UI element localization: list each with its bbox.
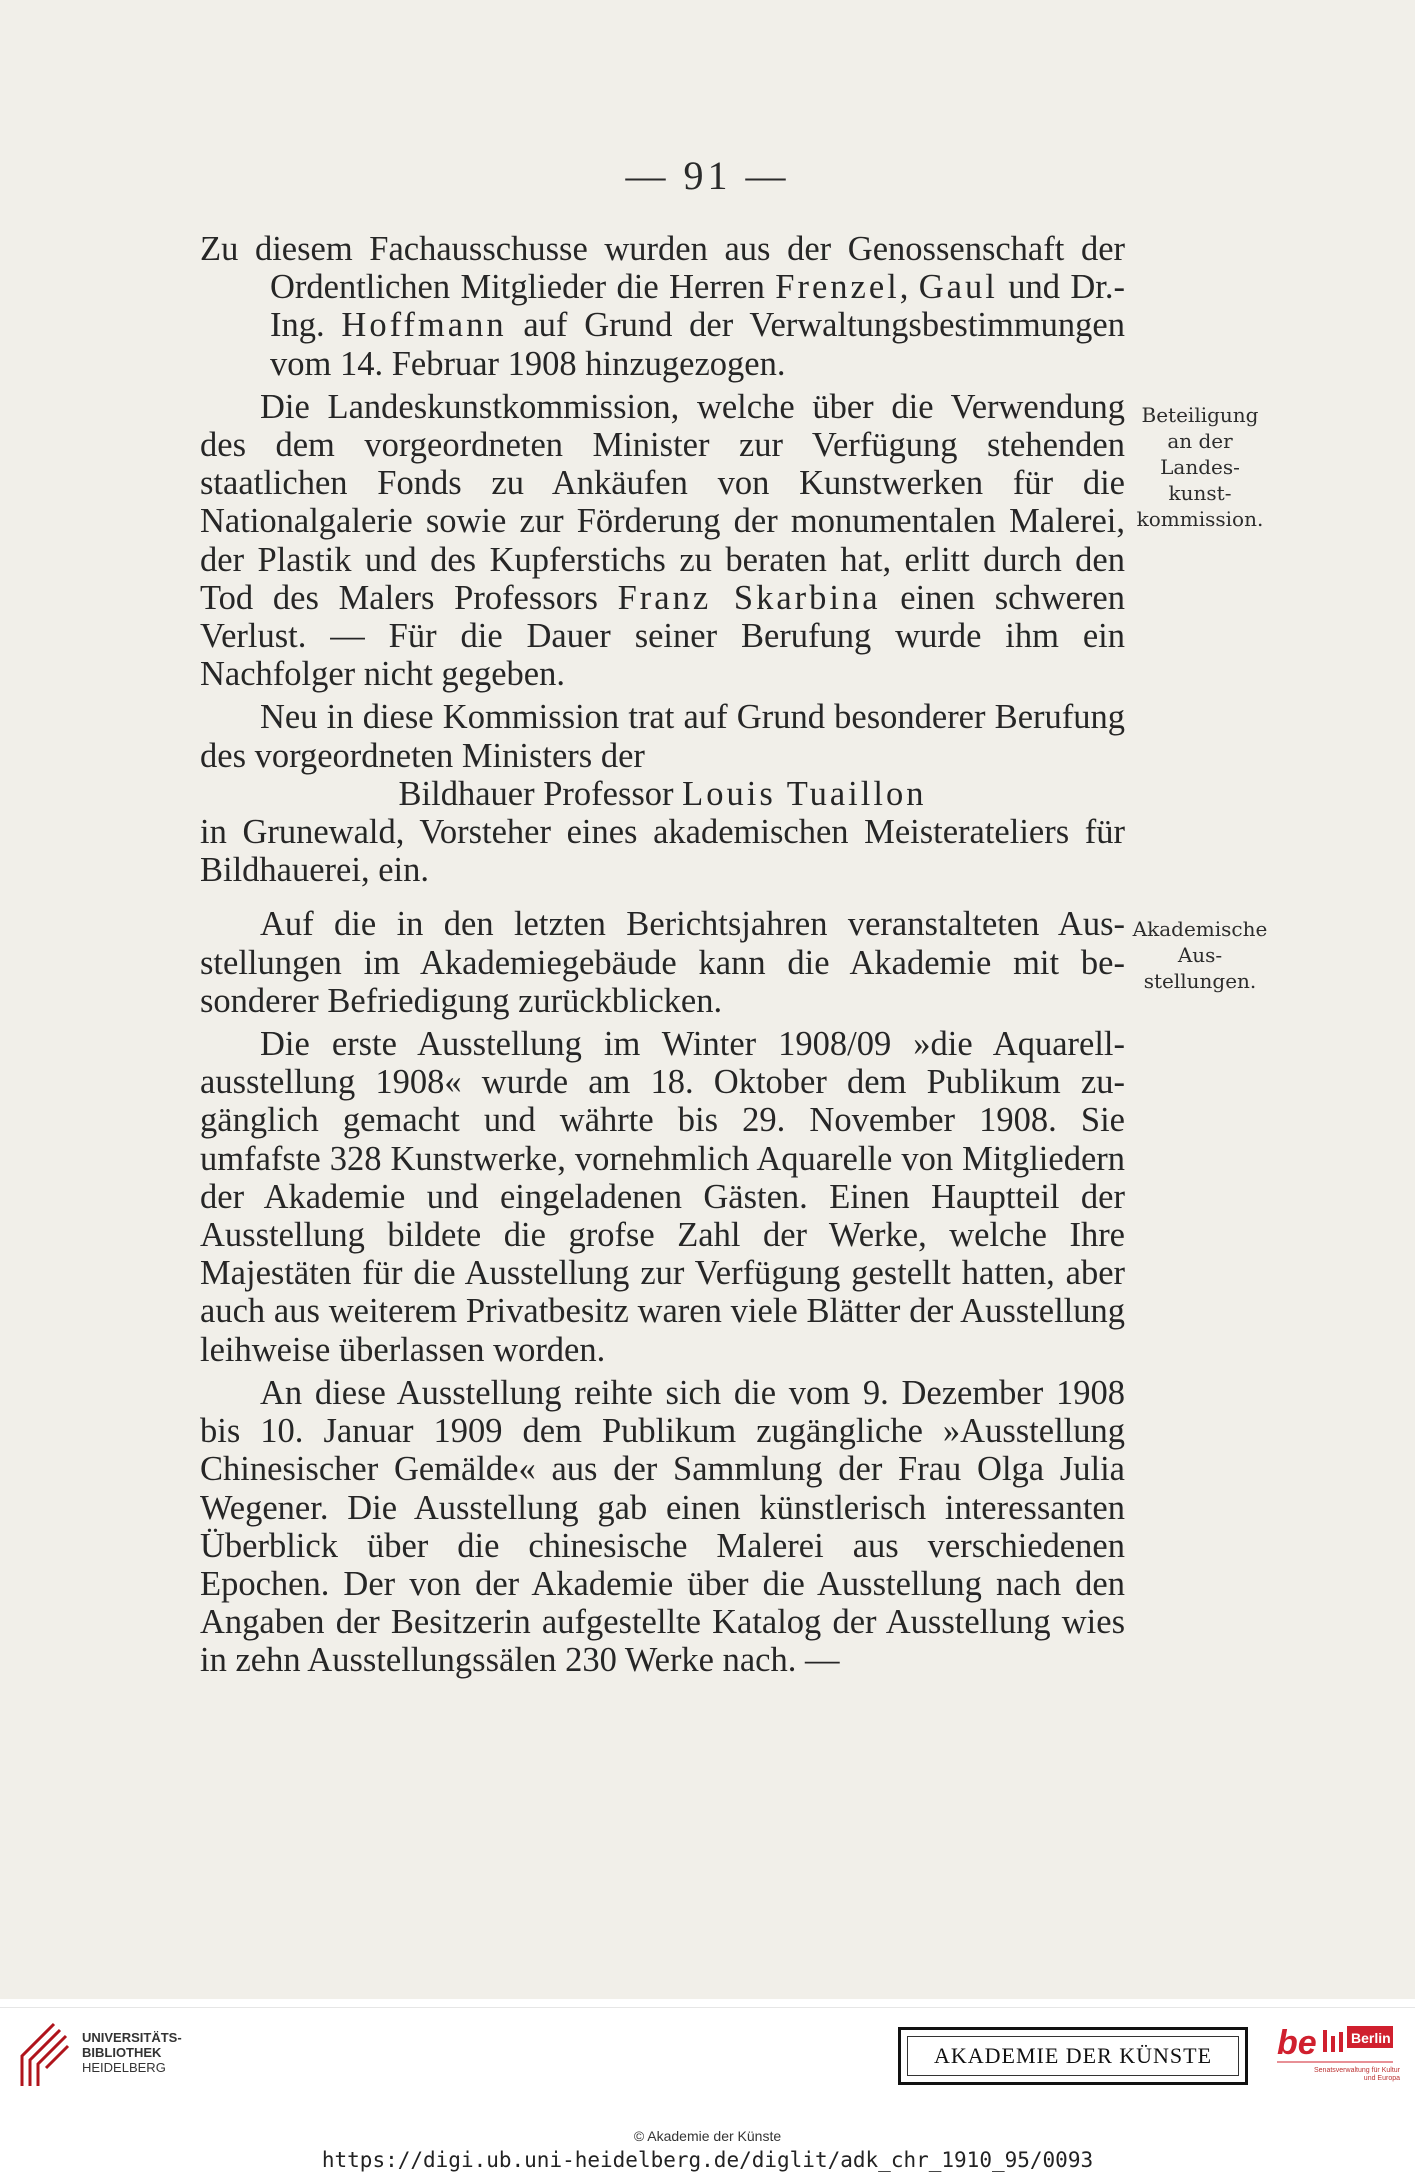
copyright-notice: © Akademie der Künste — [633, 2128, 782, 2144]
svg-text:Berlin: Berlin — [1351, 2030, 1391, 2046]
svg-text:be: be — [1277, 2024, 1317, 2062]
akademie-der-kuenste-label: AKADEMIE DER KÜNSTE — [907, 2036, 1239, 2076]
page-number: — 91 — — [625, 153, 790, 198]
body-text — [200, 230, 1125, 1685]
university-library-logo-icon[interactable] — [14, 2020, 74, 2090]
name-skarbina: Franz Skarbina — [617, 578, 881, 617]
akademie-der-kuenste-logo[interactable] — [898, 2027, 1248, 2085]
paragraph-landeskunstkommission: Die Landeskunstkommission, welche über die Verwendung des dem vorgeordneten Minister zur Verfügung stehenden staatlichen Fonds zu Ankäufen von Kunstwerken für die Nationalgalerie sowie zur Förderung der monumentalen Malerei, der Plastik und des Kupferstichs zu beraten hat, erlitt durch den Tod des Malers Professors Franz Skarbina einen schweren Verlust. — Für die Dauer seiner Berufung wurde ihm ein Nachfolger nicht gegeben. — [200, 387, 1125, 694]
name-tuaillon: Louis Tuaillon — [682, 774, 927, 813]
paragraph-aquarell: Die erste Ausstellung im Winter 1908/09 »die Aquarellausstellung 1908« wurde am 18. Oktober dem Publikum zugänglich gemacht und währte bis 29. November 1908. Sie umfafste 328 Kunstwerke, vornehmlich Aquarelle von Mitgliedern der Akademie und eingeladenen Gästen. Einen Hauptteil der Ausstellung bildete die grofse Zahl der Werke, welche Ihre Majestäten für die Ausstellung zur Verfügung gestellt hatten, aber auch aus weiterem Privatbesitz waren viele Blätter der Ausstellung leihweise überlassen worden. — [200, 1025, 1125, 1369]
paragraph-neu-kommission: Neu in diese Kommission trat auf Grund besonderer Berufung des vorgeordneten Ministers der — [200, 698, 1125, 775]
permalink-url[interactable]: https://digi.ub.uni-heidelberg.de/diglit/adk_chr_1910_95/0093 — [321, 2148, 1094, 2172]
centered-member: Bildhauer Professor Louis Tuaillon — [398, 774, 927, 813]
be-berlin-logo-icon[interactable] — [1275, 2022, 1397, 2094]
name-gaul: Gaul — [918, 268, 998, 307]
name-frenzel: Frenzel — [775, 268, 900, 307]
paragraph-fachausschuss: Zu diesem Fachausschusse wurden aus der Genossenschaft der Ordentlichen Mitglieder die Herren Frenzel, Gaul und Dr.-Ing. Hoffmann auf Grund der Verwaltungsbestimmungen vom 14. Februar 1908 hinzugezogen. — [200, 230, 1125, 383]
margin-note-landeskunst: Beteiligung an der Landes- kunst- kommission. — [1136, 403, 1264, 531]
paragraph-ausstellungen: Auf die in den letzten Berichtsjahren veranstalteten Ausstellungen im Akademiegebäude kann die Akademie mit besonderer Befriedigung zurückblicken. — [200, 905, 1125, 1020]
senatsverwaltung-label: Senatsverwaltung für Kultur und Europa — [1314, 2067, 1400, 2082]
paragraph-chinesische: An diese Ausstellung reihte sich die vom 9. Dezember 1908 bis 10. Januar 1909 dem Publikum zugängliche »Ausstellung Chinesischer Gemälde« aus der Sammlung der Frau Olga Julia Wegener. Die Ausstellung gab einen künstlerisch interessanten Überblick über die chinesische Malerei aus verschiedenen Epochen. Der von der Akademie über die Ausstellung nach den Angaben der Besitzerin aufgestellte Katalog der Ausstellung wies in zehn Ausstellungssälen 230 Werke nach. — — [200, 1373, 1125, 1680]
margin-note-ausstellungen: Akademische Aus- stellungen. — [1132, 917, 1268, 993]
paragraph-tuaillon-tail: in Grunewald, Vorsteher eines akademischen Meisterateliers für Bildhauerei, ein. — [200, 813, 1125, 890]
university-library-name: UNIVERSITÄTS- BIBLIOTHEK HEIDELBERG — [82, 2030, 182, 2075]
name-hoffmann: Hoffmann — [341, 306, 507, 345]
